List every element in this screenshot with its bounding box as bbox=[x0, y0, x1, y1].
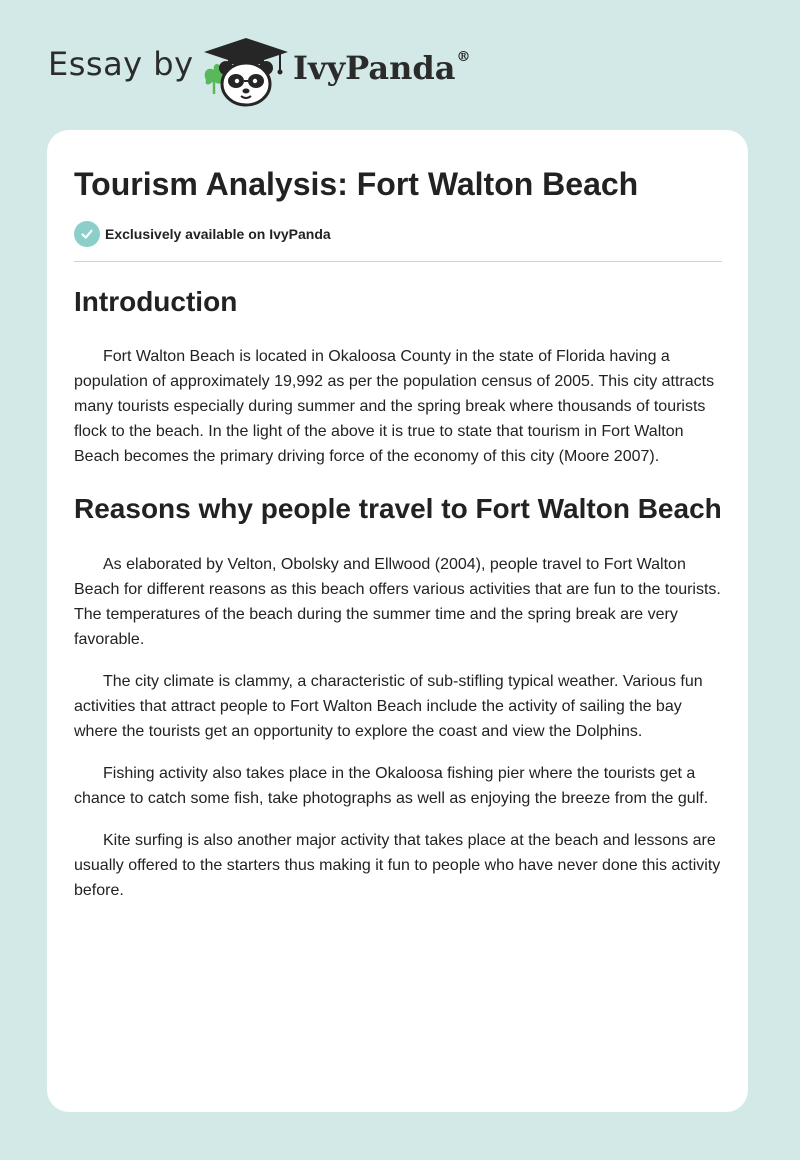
title-divider bbox=[74, 261, 722, 262]
page-title: Tourism Analysis: Fort Walton Beach bbox=[74, 166, 639, 202]
exclusive-badge bbox=[74, 221, 331, 247]
brand-logo-text[interactable] bbox=[293, 49, 471, 87]
check-icon bbox=[74, 221, 100, 247]
paragraph: As elaborated by Velton, Obolsky and Ellwood (2004), people travel to Fort Walton Beach for different reasons as this beach offers various activities that are fun to the tourists. The temperatures of the beach during the summer time and the spring break are very favorable. bbox=[74, 556, 721, 648]
brand-name: IvyPanda bbox=[293, 49, 456, 87]
article-card bbox=[47, 130, 748, 1112]
paragraph: Fort Walton Beach is located in Okaloosa County in the state of Florida having a population of approximately 19,992 as per the population census of 2005. This city attracts many tourists especially during summer and the spring break where thousands of tourists flock to the beach. In the light of the above it is true to state that tourism in Fort Walton Beach becomes the primary driving force of the economy of this city (Moore 2007). bbox=[74, 348, 715, 465]
essay-by-label: Essay by bbox=[48, 45, 194, 83]
paragraph: Fishing activity also takes place in the Okaloosa fishing pier where the tourists get a chance to catch some fish, take photographs as well as enjoying the breeze from the gulf. bbox=[74, 765, 709, 807]
exclusive-badge-label: Exclusively available on IvyPanda bbox=[105, 226, 331, 242]
paragraph: Kite surfing is also another major activity that takes place at the beach and lessons are usually offered to the starters thus making it fun to people who have never done this activity before. bbox=[74, 832, 721, 899]
trademark-symbol: ® bbox=[456, 49, 471, 65]
section-heading-reasons: Reasons why people travel to Fort Walton Beach bbox=[74, 493, 722, 524]
panda-graduate-icon[interactable] bbox=[200, 36, 292, 108]
article-body bbox=[74, 280, 724, 903]
site-header bbox=[0, 0, 800, 130]
section-heading-introduction: Introduction bbox=[74, 286, 238, 317]
paragraph: The city climate is clammy, a characteristic of sub-stifling typical weather. Various fun activities that attract people to Fort Walton Beach include the activity of sailing the bay where the tourists get an opportunity to explore the coast and view the Dolphins. bbox=[74, 673, 703, 740]
